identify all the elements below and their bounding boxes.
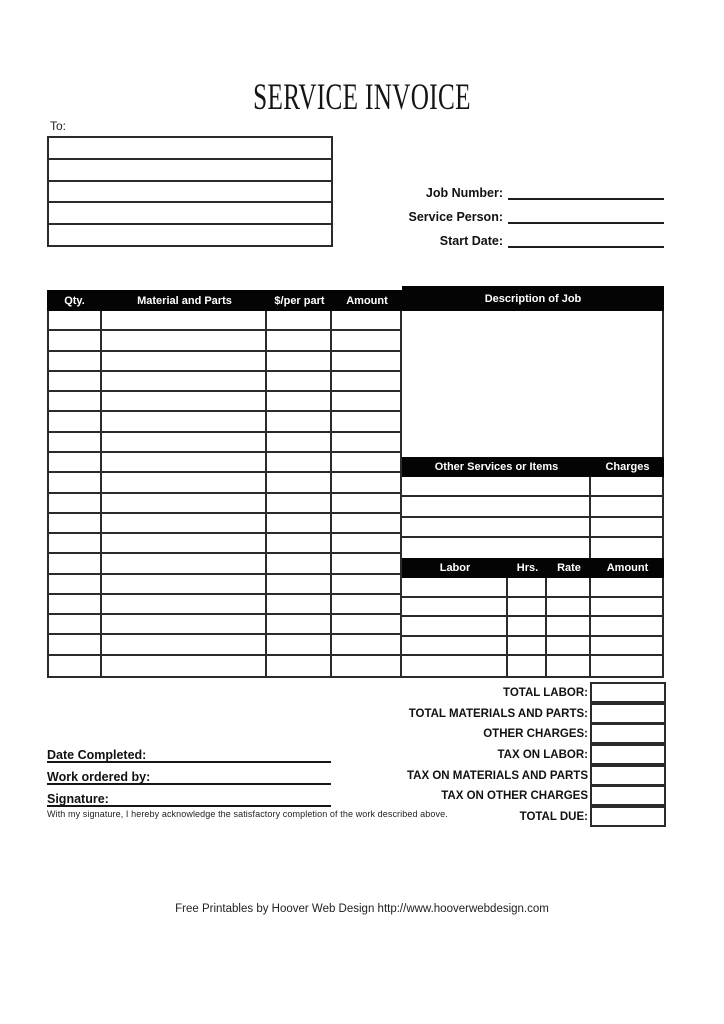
materials-cell[interactable] <box>332 635 400 655</box>
address-line[interactable] <box>49 182 331 204</box>
materials-cell[interactable] <box>102 575 267 595</box>
other-services-cell[interactable] <box>591 477 662 497</box>
labor-cell[interactable] <box>547 598 591 618</box>
other-services-cell[interactable] <box>591 538 662 558</box>
materials-cell[interactable] <box>267 514 332 534</box>
materials-cell[interactable] <box>102 412 267 432</box>
tax-on-labor-value-box[interactable] <box>590 744 666 765</box>
materials-cell[interactable] <box>332 372 400 392</box>
total-labor-label: TOTAL LABOR: <box>503 686 588 699</box>
materials-cell[interactable] <box>332 392 400 412</box>
column-header-rate: Rate <box>557 562 581 574</box>
materials-cell[interactable] <box>267 534 332 554</box>
address-line[interactable] <box>49 225 331 245</box>
materials-cell[interactable] <box>49 372 102 392</box>
other-services-cell[interactable] <box>402 538 591 558</box>
materials-cell[interactable] <box>49 575 102 595</box>
materials-cell[interactable] <box>102 635 267 655</box>
materials-cell[interactable] <box>332 514 400 534</box>
labor-cell[interactable] <box>508 656 547 676</box>
total-labor-value-box[interactable] <box>590 682 666 703</box>
materials-cell[interactable] <box>102 656 267 676</box>
column-header-labor: Labor <box>439 562 471 574</box>
tax-on-labor-label: TAX ON LABOR: <box>497 748 588 761</box>
labor-cell[interactable] <box>547 656 591 676</box>
materials-cell[interactable] <box>49 453 102 473</box>
labor-cell[interactable] <box>402 598 508 618</box>
materials-cell[interactable] <box>332 656 400 676</box>
address-line[interactable] <box>49 203 331 225</box>
materials-cell[interactable] <box>102 392 267 412</box>
signature-label: Signature: <box>47 792 109 806</box>
materials-cell[interactable] <box>332 311 400 331</box>
materials-cell[interactable] <box>332 352 400 372</box>
labor-cell[interactable] <box>508 578 547 598</box>
materials-cell[interactable] <box>102 595 267 615</box>
other-charges-label: OTHER CHARGES: <box>483 727 588 740</box>
materials-cell[interactable] <box>267 311 332 331</box>
job-description-header <box>402 286 664 311</box>
materials-cell[interactable] <box>49 392 102 412</box>
materials-cell[interactable] <box>332 575 400 595</box>
materials-cell[interactable] <box>49 311 102 331</box>
materials-cell[interactable] <box>332 595 400 615</box>
materials-cell[interactable] <box>102 494 267 514</box>
materials-cell[interactable] <box>332 331 400 351</box>
labor-cell[interactable] <box>591 578 662 598</box>
materials-cell[interactable] <box>102 534 267 554</box>
address-line[interactable] <box>49 138 331 160</box>
labor-cell[interactable] <box>508 637 547 657</box>
materials-cell[interactable] <box>332 433 400 453</box>
total-due-label: TOTAL DUE: <box>519 810 588 823</box>
page-title: SERVICE INVOICE <box>253 77 471 118</box>
materials-cell[interactable] <box>49 554 102 574</box>
tax-on-materials-and-parts-label: TAX ON MATERIALS AND PARTS <box>406 769 588 782</box>
other-services-cell[interactable] <box>591 497 662 517</box>
materials-cell[interactable] <box>102 311 267 331</box>
materials-cell[interactable] <box>267 392 332 412</box>
materials-cell[interactable] <box>102 372 267 392</box>
tax-on-materials-and-parts-value-box[interactable] <box>590 765 666 786</box>
materials-cell[interactable] <box>267 473 332 493</box>
materials-cell[interactable] <box>102 554 267 574</box>
column-header-hrs: Hrs. <box>516 562 539 574</box>
materials-cell[interactable] <box>49 635 102 655</box>
materials-cell[interactable] <box>49 412 102 432</box>
other-services-header <box>402 457 664 477</box>
service-person-field <box>334 208 664 224</box>
materials-cell[interactable] <box>49 615 102 635</box>
materials-cell[interactable] <box>267 615 332 635</box>
other-services-cell[interactable] <box>402 477 591 497</box>
labor-cell[interactable] <box>508 598 547 618</box>
column-header-qty: Qty. <box>64 294 85 307</box>
job-number-field <box>334 184 664 200</box>
labor-cell[interactable] <box>402 637 508 657</box>
job-description-header-label: Description of Job <box>484 292 582 305</box>
labor-cell[interactable] <box>591 598 662 618</box>
date-completed-label: Date Completed: <box>47 748 147 762</box>
materials-cell[interactable] <box>267 656 332 676</box>
materials-cell[interactable] <box>102 615 267 635</box>
address-line[interactable] <box>49 160 331 182</box>
materials-cell[interactable] <box>267 372 332 392</box>
job-number-input[interactable] <box>508 184 664 200</box>
materials-cell[interactable] <box>332 615 400 635</box>
column-header-amount: Amount <box>346 294 388 307</box>
labor-table-header <box>402 558 664 578</box>
labor-cell[interactable] <box>547 578 591 598</box>
service-person-input[interactable] <box>508 208 664 224</box>
footer-credit: Free Printables by Hoover Web Design http://www.hooverwebdesign.com <box>175 903 549 915</box>
total-due-value-box[interactable] <box>590 806 666 827</box>
materials-cell[interactable] <box>49 494 102 514</box>
materials-cell[interactable] <box>49 352 102 372</box>
total-materials-and-parts-label: TOTAL MATERIALS AND PARTS: <box>408 707 588 720</box>
materials-cell[interactable] <box>49 331 102 351</box>
materials-cell[interactable] <box>102 473 267 493</box>
service-person-label: Service Person: <box>408 210 503 224</box>
materials-cell[interactable] <box>102 514 267 534</box>
materials-cell[interactable] <box>267 433 332 453</box>
tax-on-other-charges-value-box[interactable] <box>590 785 666 806</box>
labor-table-body <box>402 578 664 678</box>
materials-table-header <box>47 290 402 311</box>
materials-cell[interactable] <box>49 473 102 493</box>
start-date-field <box>334 232 664 248</box>
recipient-address-box <box>47 136 333 247</box>
other-services-table-body <box>402 477 664 558</box>
materials-cell[interactable] <box>267 352 332 372</box>
start-date-input[interactable] <box>508 232 664 248</box>
column-header-per-part: $/per part <box>274 294 325 307</box>
work-ordered-by-field[interactable] <box>47 768 331 785</box>
materials-cell[interactable] <box>49 534 102 554</box>
materials-cell[interactable] <box>267 453 332 473</box>
column-header-material-and-parts: Material and Parts <box>137 294 232 307</box>
job-number-label: Job Number: <box>425 186 503 200</box>
labor-cell[interactable] <box>591 656 662 676</box>
materials-cell[interactable] <box>332 554 400 574</box>
materials-cell[interactable] <box>267 494 332 514</box>
job-description-area[interactable] <box>402 311 664 457</box>
materials-cell[interactable] <box>267 575 332 595</box>
labor-cell[interactable] <box>402 656 508 676</box>
other-charges-value-box[interactable] <box>590 723 666 744</box>
other-services-cell[interactable] <box>591 518 662 538</box>
start-date-label: Start Date: <box>439 234 503 248</box>
materials-cell[interactable] <box>267 635 332 655</box>
materials-cell[interactable] <box>102 433 267 453</box>
materials-cell[interactable] <box>49 433 102 453</box>
work-ordered-by-label: Work ordered by: <box>47 770 151 784</box>
materials-cell[interactable] <box>332 473 400 493</box>
materials-cell[interactable] <box>102 331 267 351</box>
materials-cell[interactable] <box>267 331 332 351</box>
materials-cell[interactable] <box>267 595 332 615</box>
materials-cell[interactable] <box>267 412 332 432</box>
signature-field[interactable] <box>47 790 331 807</box>
materials-cell[interactable] <box>102 453 267 473</box>
to-label: To: <box>50 119 67 133</box>
column-header-other-services-or-items: Other Services or Items <box>434 461 559 473</box>
labor-cell[interactable] <box>547 617 591 637</box>
column-header-amount: Amount <box>606 562 649 574</box>
materials-cell[interactable] <box>267 554 332 574</box>
materials-cell[interactable] <box>332 494 400 514</box>
other-services-cell[interactable] <box>402 518 591 538</box>
labor-cell[interactable] <box>402 617 508 637</box>
materials-cell[interactable] <box>332 534 400 554</box>
column-header-charges: Charges <box>605 461 650 473</box>
labor-cell[interactable] <box>591 637 662 657</box>
total-materials-and-parts-value-box[interactable] <box>590 703 666 724</box>
labor-cell[interactable] <box>508 617 547 637</box>
other-services-cell[interactable] <box>402 497 591 517</box>
labor-cell[interactable] <box>547 637 591 657</box>
materials-cell[interactable] <box>332 412 400 432</box>
labor-cell[interactable] <box>591 617 662 637</box>
materials-cell[interactable] <box>49 514 102 534</box>
date-completed-field[interactable] <box>47 746 331 763</box>
materials-table-body <box>47 311 402 678</box>
materials-cell[interactable] <box>49 595 102 615</box>
materials-cell[interactable] <box>49 656 102 676</box>
tax-on-other-charges-label: TAX ON OTHER CHARGES <box>441 789 588 802</box>
materials-cell[interactable] <box>332 453 400 473</box>
signature-disclaimer: With my signature, I hereby acknowledge the satisfactory completion of the work described above. <box>47 809 448 819</box>
materials-cell[interactable] <box>102 352 267 372</box>
labor-cell[interactable] <box>402 578 508 598</box>
